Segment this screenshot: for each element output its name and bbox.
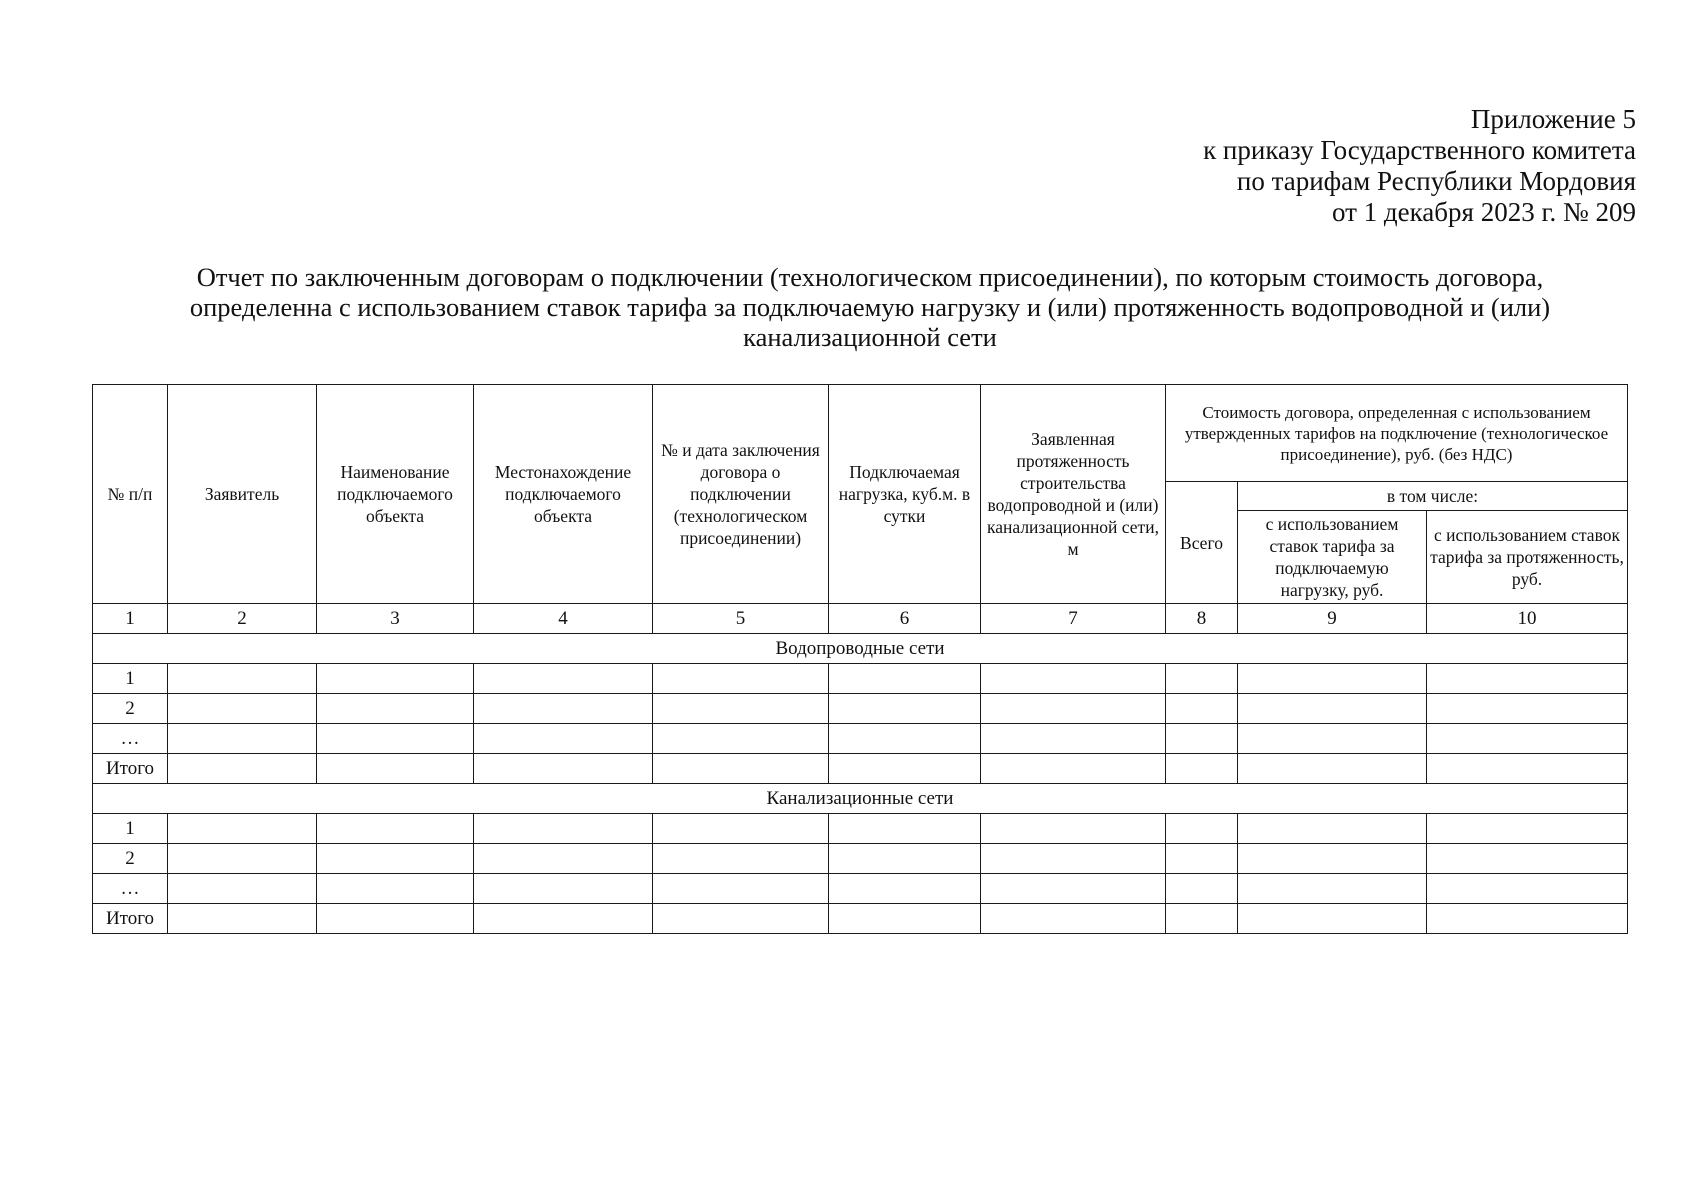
table-cell <box>168 694 317 724</box>
table-cell <box>474 664 653 694</box>
table-cell <box>653 874 829 904</box>
table-cell <box>1238 724 1427 754</box>
table-cell <box>829 874 981 904</box>
header-length: Заявленная протяженность строительства водопроводной и (или) канализационной сети, м <box>981 385 1166 604</box>
table-cell <box>981 814 1166 844</box>
table-row <box>93 664 1628 694</box>
table-cell <box>1427 904 1628 934</box>
document-title <box>90 262 1650 352</box>
table-cell <box>653 664 829 694</box>
header-by-load: с использованием ставок тарифа за подключаемую нагрузку, руб. <box>1238 511 1427 604</box>
title-line: Отчет по заключенным договорам о подключении (технологическом присоединении), по которым стоимость договора, <box>196 262 1544 292</box>
table-cell <box>981 664 1166 694</box>
table-cell <box>168 874 317 904</box>
table-cell <box>1166 664 1238 694</box>
table-cell <box>1238 874 1427 904</box>
row-number: 2 <box>93 694 168 724</box>
column-number: 2 <box>168 604 317 634</box>
appendix-line: по тарифам Республики Мордовия <box>1236 166 1636 196</box>
table-cell <box>474 874 653 904</box>
table-cell <box>168 844 317 874</box>
table-row-total <box>93 904 1628 934</box>
table-row <box>93 694 1628 724</box>
table-cell <box>168 814 317 844</box>
row-number: … <box>93 874 168 904</box>
table-cell <box>1166 874 1238 904</box>
column-number: 5 <box>653 604 829 634</box>
table-cell <box>1427 664 1628 694</box>
table-cell <box>829 844 981 874</box>
row-number: 1 <box>93 814 168 844</box>
appendix-line: от 1 декабря 2023 г. № 209 <box>1331 197 1636 227</box>
appendix-line: Приложение 5 <box>1470 104 1636 134</box>
table-row <box>93 874 1628 904</box>
header-by-length: с использованием ставок тарифа за протяженность, руб. <box>1427 511 1628 604</box>
table-cell <box>1166 814 1238 844</box>
table-cell <box>317 904 474 934</box>
table-cell <box>1427 814 1628 844</box>
table-cell <box>981 694 1166 724</box>
column-number: 9 <box>1238 604 1427 634</box>
table-cell <box>981 754 1166 784</box>
table-cell <box>474 754 653 784</box>
row-number: Итого <box>93 904 168 934</box>
table-cell <box>653 814 829 844</box>
title-line: канализационной сети <box>743 322 997 352</box>
table-cell <box>317 664 474 694</box>
table-cell <box>317 754 474 784</box>
header-load: Подключаемая нагрузка, куб.м. в сутки <box>829 385 981 604</box>
table-cell <box>1427 694 1628 724</box>
appendix-block <box>1203 104 1636 228</box>
table-cell <box>168 904 317 934</box>
table-row <box>93 814 1628 844</box>
row-number: 1 <box>93 664 168 694</box>
row-number: 2 <box>93 844 168 874</box>
header-object-location: Местонахождение подключаемого объекта <box>474 385 653 604</box>
section-title: Канализационные сети <box>93 784 1628 814</box>
table-cell <box>1427 844 1628 874</box>
header-cost: Стоимость договора, определенная с использованием утвержденных тарифов на подключение (технологическое присоединение), руб. (без НДС) <box>1166 385 1628 482</box>
table-cell <box>1166 904 1238 934</box>
table-cell <box>829 814 981 844</box>
table-cell <box>1166 724 1238 754</box>
header-total: Всего <box>1166 482 1238 604</box>
table-cell <box>1238 694 1427 724</box>
table-cell <box>653 694 829 724</box>
table-cell <box>829 664 981 694</box>
table-cell <box>1238 754 1427 784</box>
table-cell <box>317 724 474 754</box>
row-number: … <box>93 724 168 754</box>
table-cell <box>653 724 829 754</box>
header-num: № п/п <box>93 385 168 604</box>
column-number: 8 <box>1166 604 1238 634</box>
header-including: в том числе: <box>1238 482 1628 511</box>
section-title: Водопроводные сети <box>93 634 1628 664</box>
table-cell <box>474 904 653 934</box>
column-number: 7 <box>981 604 1166 634</box>
column-numbers-row <box>93 604 1628 634</box>
table-cell <box>1166 694 1238 724</box>
report-table <box>92 384 1628 934</box>
table-cell <box>168 724 317 754</box>
appendix-line: к приказу Государственного комитета <box>1203 135 1636 165</box>
table-cell <box>1238 844 1427 874</box>
table-cell <box>474 724 653 754</box>
table-cell <box>653 844 829 874</box>
column-number: 3 <box>317 604 474 634</box>
table-cell <box>1238 904 1427 934</box>
table-cell <box>474 814 653 844</box>
table-cell <box>1427 874 1628 904</box>
table-cell <box>653 754 829 784</box>
table-cell <box>317 814 474 844</box>
table-cell <box>1238 814 1427 844</box>
table-cell <box>1238 664 1427 694</box>
section-row-sewer <box>93 784 1628 814</box>
table-cell <box>168 754 317 784</box>
table-body <box>93 604 1628 934</box>
table-cell <box>981 844 1166 874</box>
header-applicant: Заявитель <box>168 385 317 604</box>
table-cell <box>829 754 981 784</box>
table-cell <box>1166 844 1238 874</box>
section-row-water <box>93 634 1628 664</box>
table-cell <box>474 844 653 874</box>
table-cell <box>317 694 474 724</box>
title-line: определенна с использованием ставок тарифа за подключаемую нагрузку и (или) протяженность водопроводной и (или) <box>189 292 1551 322</box>
column-number: 1 <box>93 604 168 634</box>
row-number: Итого <box>93 754 168 784</box>
table-cell <box>1427 754 1628 784</box>
table-cell <box>829 694 981 724</box>
header-contract: № и дата заключения договора о подключении (технологическом присоединении) <box>653 385 829 604</box>
table-cell <box>981 904 1166 934</box>
table-cell <box>317 874 474 904</box>
column-number: 4 <box>474 604 653 634</box>
table-row <box>93 844 1628 874</box>
table-cell <box>829 904 981 934</box>
table-cell <box>981 874 1166 904</box>
table-cell <box>829 724 981 754</box>
table-cell <box>1166 754 1238 784</box>
table-row-total <box>93 754 1628 784</box>
column-number: 10 <box>1427 604 1628 634</box>
table-cell <box>168 664 317 694</box>
table-cell <box>474 694 653 724</box>
table-cell <box>653 904 829 934</box>
column-number: 6 <box>829 604 981 634</box>
table-cell <box>981 724 1166 754</box>
table-cell <box>317 844 474 874</box>
table-cell <box>1427 724 1628 754</box>
table-row <box>93 724 1628 754</box>
header-object-name: Наименование подключаемого объекта <box>317 385 474 604</box>
